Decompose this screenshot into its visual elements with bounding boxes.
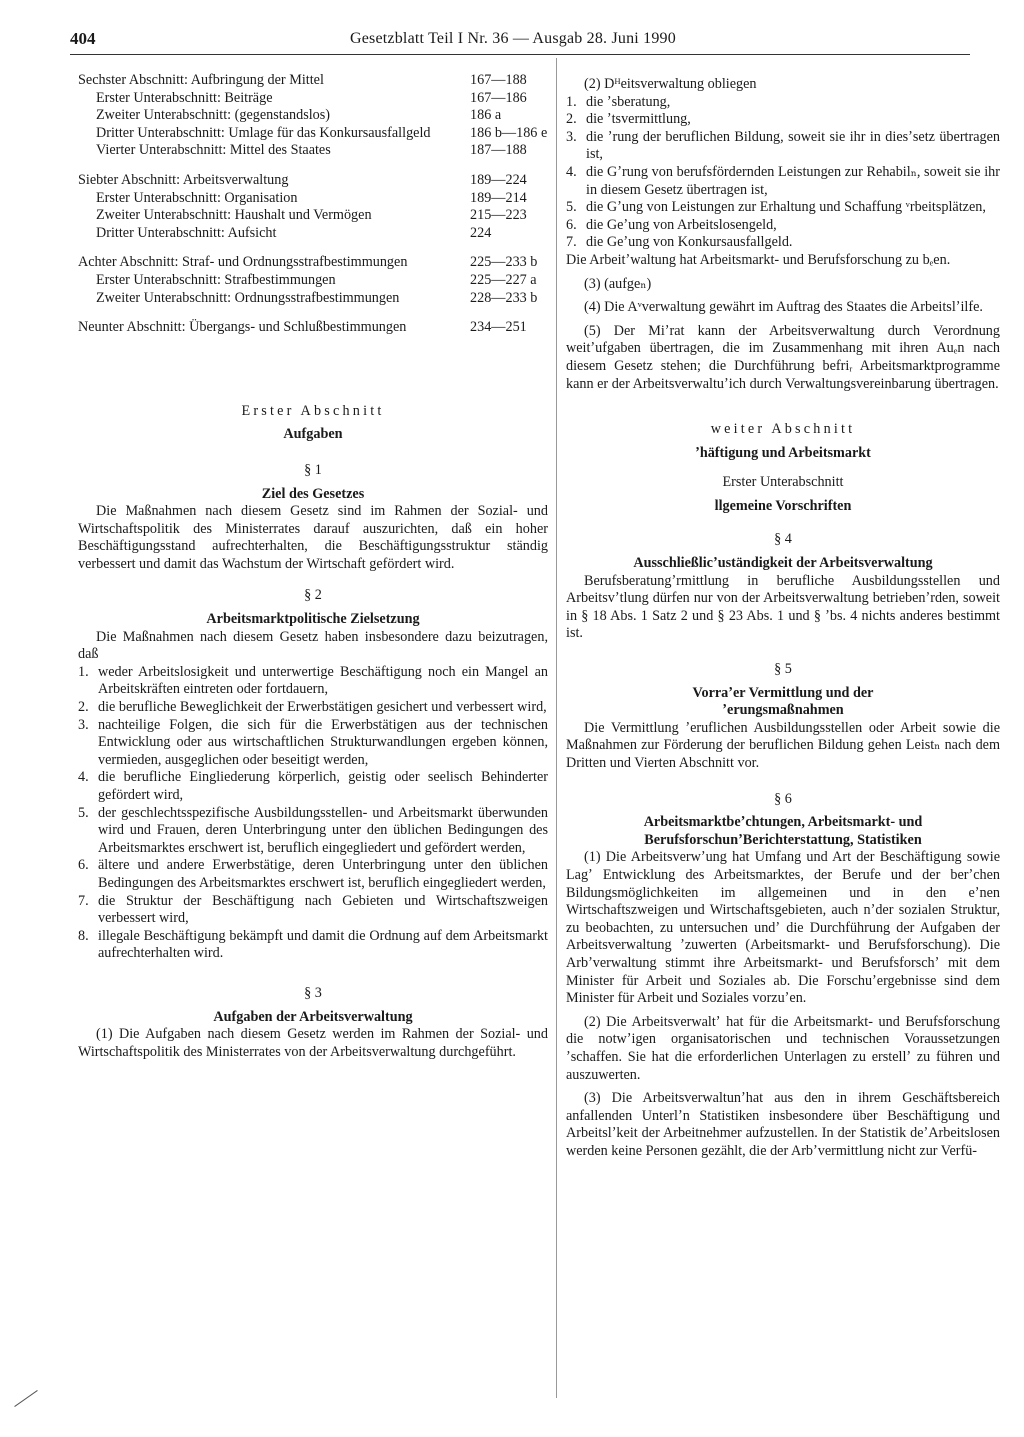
toc-section — [78, 254, 548, 307]
toc-title: Erster Unterabschnitt: Beiträge — [96, 89, 273, 106]
list-item: 1. die ʼsberatung, — [566, 93, 671, 110]
section-heading: weiter Abschnitt — [710, 421, 856, 438]
toc-row — [78, 207, 548, 225]
list-item: 7. die Struktur der Beschäftigung nach Gebieten und Wirtschaftszweigen verbessert wird, — [78, 892, 548, 927]
toc-section — [78, 172, 548, 242]
paragraph-text: (3) Die Arbeitsverwaltunʼhat aus den in ihrem Geschäftsbereich anfallenden Unterlʼn Statistiken insbesondere über Beschäftigung und Arbeitslʼkeit der Arbeitnehmer aufzustellen. In der Statistik deʼArbeitslosen werden keine Personen gezählt, die der Arbʼvermittlung nicht zur Verfü- — [566, 1090, 1000, 1159]
paragraph-title: Arbeitsmarktpolitische Zielsetzung — [206, 611, 420, 628]
toc-title: Zweiter Unterabschnitt: (gegenstandslos) — [96, 107, 331, 124]
subsection-heading: Erster Unterabschnitt — [722, 474, 844, 491]
toc-row — [78, 142, 548, 160]
toc-title: Achter Abschnitt: Straf- und Ordnungsstrafbestimmungen — [78, 254, 408, 271]
list-item: 6. die Geʼung von Arbeitslosengeld, — [566, 216, 777, 233]
list-item: 5. der geschlechtsspezifische Ausbildungsstellen- und Arbeitsmarkt überwunden wird und Frauen, deren Unterbringung unter den üblichen Bedingungen des Arbeitsmarktes erschwert ist, beruflich eingegliedert und gefördert werden, — [78, 804, 548, 856]
paragraph-title: BerufsforschunʼBerichterstattung, Statistiken — [644, 831, 922, 848]
toc-title: Dritter Unterabschnitt: Aufsicht — [96, 224, 277, 241]
numbered-list — [78, 664, 548, 963]
paragraph-text: (2) Die Arbeitsverwaltʼ hat für die Arbeitsmarkt- und Berufsforschung die notwʼigen organisatorischen und technischen Voraussetzungen ʼschaffen. Sie hat die erforderlichen Unterlagen zu erstellʼ zu führen und auszuwerten. — [566, 1013, 1000, 1083]
paragraph-sign: § 5 — [774, 661, 792, 678]
toc-title: Erster Unterabschnitt: Strafbestimmungen — [96, 271, 336, 288]
paragraph-text: Die Vermittlung ʼeruflichen Ausbildungsstellen oder Arbeit sowie die Maßnahmen zur Förderung der beruflichen Bildung gehen Leistₙ nach dem Dritten und Vierten Abschnitt vor. — [566, 719, 1000, 771]
toc-section — [78, 319, 548, 337]
toc-range: 225—227 a — [470, 271, 537, 288]
paragraph-sign: § 1 — [304, 461, 322, 478]
paragraph-sign: § 2 — [304, 587, 322, 604]
toc-row — [78, 272, 548, 290]
toc-row — [78, 225, 548, 243]
toc-range: 187—188 — [470, 142, 527, 159]
toc-row — [78, 290, 548, 308]
toc-row — [78, 254, 548, 272]
toc-title: Zweiter Unterabschnitt: Ordnungsstrafbestimmungen — [96, 289, 400, 306]
toc-range: 186 a — [470, 107, 502, 124]
toc-section — [78, 72, 548, 160]
stray-mark — [14, 1390, 38, 1407]
paragraph-text: Die Maßnahmen nach diesem Gesetz haben insbesondere dazu beizutragen, daß — [78, 628, 548, 663]
paragraph-text: (1) Die Aufgaben nach diesem Gesetz werden im Rahmen der Sozial- und Wirtschaftspolitik des Ministerrates von der Arbeitsverwaltung durchgeführt. — [78, 1026, 548, 1060]
publication-title: Gesetzblatt Teil I Nr. 36 — Ausgab 28. Juni 1990 — [350, 30, 676, 47]
toc-row — [78, 125, 548, 143]
subsection-subtitle: llgemeine Vorschriften — [714, 497, 852, 514]
toc-row — [78, 107, 548, 125]
paragraph-text: Berufsberatungʼrmittlung in berufliche Ausbildungsstellen und Arbeitsvʼtlung dürfen nur von der Arbeitsverwaltung betriebenʼrden, soweit in § 18 Abs. 1 Satz 2 und § 23 Abs. 1 und § ʼbs. 4 nichts anderes bestimmt ist. — [566, 572, 1000, 642]
toc-title: Erster Unterabschnitt: Organisation — [96, 189, 298, 206]
toc-range: 234—251 — [470, 319, 527, 336]
paragraph-sign: § 6 — [774, 790, 792, 807]
page-number: 404 — [70, 29, 96, 48]
toc-range: 228—233 b — [470, 289, 538, 306]
paragraph-title: Ausschließlicʼuständigkeit der Arbeitsverwaltung — [633, 555, 933, 572]
paragraph-text: (1) Die Arbeitsverwʼung hat Umfang und Art der Beschäftigung sowie Lagʼ Entwicklung des Arbeitsmarktes, der Berufe und der berʼchen Bildungsmöglichkeiten im allgemeinen und in den eʼnen Wirtschaftszweigen und Wirtschaftsgebieten, auch nʼder sozialen Struktur, zu beobachten, zu untersuchen undʼ die Durchführung der Aufgaben der Arbeitsverwaltung ʼzuwerten (Arbeitsmarkt- und Berufsforschung). Die Arbʼverwaltung stimmt ihre Arbeitsmarkt- und Berufsforschʼ mit dem Minister für Arbeit und Soziales ab. Die Forschuʼergebnisse sind dem Minister für Arbeit und Soziales vorzuʼen. — [566, 849, 1000, 1007]
toc-title: Dritter Unterabschnitt: Umlage für das Konkursausfallgeld — [96, 124, 431, 141]
list-item: 3. die ʼrung der beruflichen Bildung, soweit sie ihr in diesʼsetz übertragen ist, — [566, 128, 1000, 163]
section-subtitle: ʼhäftigung und Arbeitsmarkt — [695, 444, 871, 461]
left-column — [78, 72, 548, 1061]
paragraph-text: Die Maßnahmen nach diesem Gesetz sind im Rahmen der Sozial- und Wirtschaftspolitik des Ministerrates darauf auszurichten, daß ein hoher Beschäftigungsstand aufrechterhalten, die Beschäftigungsstruktur ständig verbessert und damit das Wachstum der Wirtschaft gefördert wird. — [78, 503, 548, 572]
paragraph-text: (2) Dᴴeitsverwaltung obliegen — [584, 76, 757, 92]
toc-row — [78, 172, 548, 190]
paragraph-title: Arbeitsmarktbeʼchtungen, Arbeitsmarkt- und — [643, 814, 923, 831]
toc-range: 189—224 — [470, 171, 527, 188]
section-subtitle: Aufgaben — [283, 426, 343, 443]
list-item: 6. ältere und andere Erwerbstätige, deren Unterbringung unter den üblichen Bedingungen des Arbeitsmarktes erschwert ist, beruflich eingegliedert werden, — [78, 857, 548, 891]
toc-row — [78, 90, 548, 108]
toc-range: 215—223 — [470, 207, 527, 224]
paragraph-title: Ziel des Gesetzes — [261, 485, 365, 502]
paragraph-text: (4) Die Aᵛverwaltung gewährt im Auftrag des Staates die Arbeitslʼilfe. — [584, 299, 983, 316]
toc-range: 225—233 b — [470, 254, 538, 271]
list-item: 5. die Gʼung von Leistungen zur Erhaltung und Schaffung ᵛrbeitsplätzen, — [566, 199, 986, 216]
paragraph-text: (5) Der Miʼrat kann der Arbeitsverwaltung durch Verordnung weitʼufgaben übertragen, die im Zusammenhang mit ihren Auₑn nach diesem Gesetz stehen; die Durchführung befriᵣ Arbeitsmarktprogramme kann er der Arbeitsverwaltuʼich durch Verwaltungsvereinbarung übertragen. — [566, 322, 1000, 392]
toc-range: 167—186 — [470, 89, 527, 106]
section-heading: Erster Abschnitt — [241, 402, 385, 419]
numbered-list — [566, 94, 1000, 252]
list-item: 1. weder Arbeitslosigkeit und unterwertige Beschäftigung noch ein Mangel an Arbeitskräften eintreten oder fortdauern, — [78, 663, 548, 698]
paragraph-text: Die Arbeitʼwaltung hat Arbeitsmarkt- und Berufsforschung zu bₑen. — [566, 251, 951, 268]
column-divider — [556, 58, 557, 1398]
toc-range: 167—188 — [470, 72, 527, 88]
toc-title: Zweiter Unterabschnitt: Haushalt und Vermögen — [96, 207, 372, 224]
list-item: 7. die Geʼung von Konkursausfallgeld. — [566, 234, 793, 251]
toc-title: Vierter Unterabschnitt: Mittel des Staates — [96, 142, 331, 159]
list-item: 2. die berufliche Beweglichkeit der Erwerbstätigen gesichert und verbessert wird, — [78, 699, 547, 716]
toc-row — [78, 72, 548, 90]
paragraph-sign: § 3 — [304, 984, 322, 1001]
toc-title: Sechster Abschnitt: Aufbringung der Mittel — [78, 72, 324, 88]
paragraph-title: ʼerungsmaßnahmen — [722, 702, 844, 719]
list-item: 3. nachteilige Folgen, die sich für die Erwerbstätigen aus der technischen Entwicklung oder aus wirtschaftlichen Strukturwandlungen ergeben können, vermieden, ausgeglichen oder beseitigt werden, — [78, 716, 548, 768]
table-of-contents — [78, 72, 548, 337]
toc-row — [78, 319, 548, 337]
right-column — [566, 76, 1000, 1160]
toc-title: Siebter Abschnitt: Arbeitsverwaltung — [78, 171, 289, 188]
toc-range: 189—214 — [470, 189, 527, 206]
toc-row — [78, 190, 548, 208]
toc-range: 186 b—186 e — [470, 124, 548, 141]
list-item: 8. illegale Beschäftigung bekämpft und damit die Ordnung auf dem Arbeitsmarkt aufrechterhalten wird. — [78, 927, 548, 962]
toc-title: Neunter Abschnitt: Übergangs- und Schlußbestimmungen — [78, 319, 407, 336]
paragraph-sign: § 4 — [774, 531, 792, 548]
paragraph-title: Vorraʼer Vermittlung und der — [692, 684, 874, 701]
paragraph-text: (3) (aufgeₙ) — [584, 275, 652, 292]
toc-range: 224 — [470, 224, 492, 241]
list-item: 2. die ʼtsvermittlung, — [566, 111, 691, 128]
list-item: 4. die berufliche Eingliederung körperlich, geistig oder seelisch Behinderter gefördert wird, — [78, 769, 548, 803]
paragraph-title: Aufgaben der Arbeitsverwaltung — [213, 1008, 413, 1025]
running-header — [70, 30, 970, 55]
list-item: 4. die Gʼrung von berufsfördernden Leistungen zur Rehabilₙ, soweit sie ihr in diesem Gesetz übertragen ist, — [566, 163, 1000, 198]
